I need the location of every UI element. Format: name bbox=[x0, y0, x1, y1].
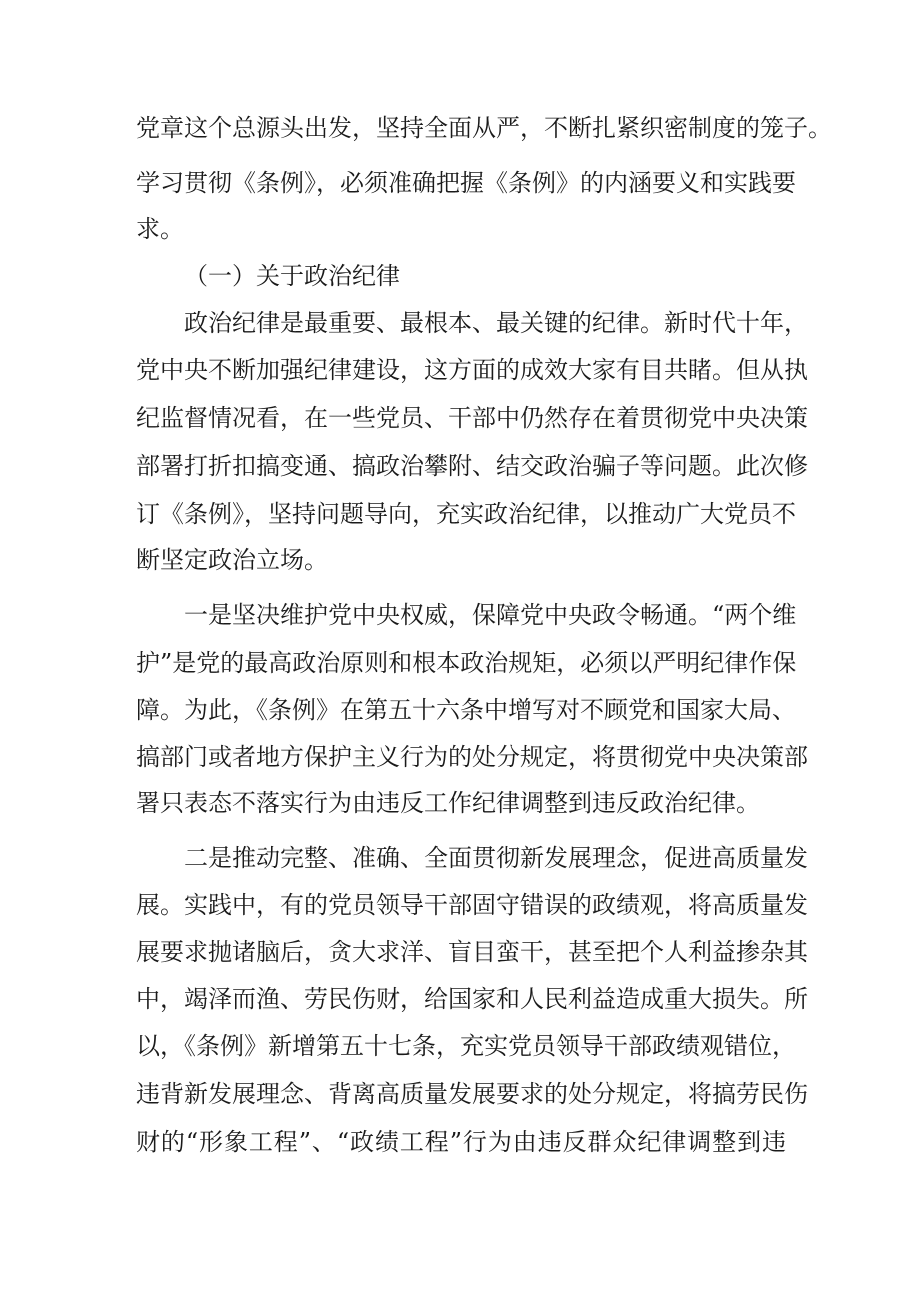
paragraph-line: 断坚定政治立场。 bbox=[136, 546, 328, 574]
paragraph-line: 财的“形象工程”、“政绩工程”行为由违反群众纪律调整到违 bbox=[136, 1128, 786, 1156]
paragraph-line: 搞部门或者地方保护主义行为的处分规定，将贯彻党中央决策部 bbox=[136, 743, 808, 771]
paragraph-line: 一是坚决维护党中央权威，保障党中央政令畅通。“两个维 bbox=[184, 601, 797, 629]
paragraph-line: 障。为此，《条例》在第五十六条中增写对不顾党和国家大局、 bbox=[136, 696, 796, 724]
paragraph-line: 纪监督情况看，在一些党员、干部中仍然存在着贯彻党中央决策 bbox=[136, 404, 808, 432]
paragraph-line: 署只表态不落实行为由违反工作纪律调整到违反政治纪律。 bbox=[136, 789, 760, 817]
paragraph-line: 二是推动完整、准确、全面贯彻新发展理念，促进高质量发 bbox=[184, 844, 808, 872]
paragraph-line: 以，《条例》新增第五十七条，充实党员领导干部政绩观错位， bbox=[136, 1032, 796, 1060]
paragraph-line: 展要求抛诸脑后，贪大求洋、盲目蛮干，甚至把个人利益掺杂其 bbox=[136, 938, 808, 966]
paragraph-line: 学习贯彻《条例》，必须准确把握《条例》的内涵要义和实践要 bbox=[136, 169, 796, 197]
paragraph-line: 违背新发展理念、背离高质量发展要求的处分规定，将搞劳民伤 bbox=[136, 1080, 808, 1108]
paragraph-line: 护”是党的最高政治原则和根本政治规矩，必须以严明纪律作保 bbox=[136, 649, 797, 677]
paragraph-line: 政治纪律是最重要、最根本、最关键的纪律。新时代十年， bbox=[184, 309, 808, 337]
paragraph-line: 求。 bbox=[136, 215, 184, 243]
paragraph-line: 党章这个总源头出发，坚持全面从严，不断扎紧织密制度的笼子。 bbox=[136, 114, 832, 142]
paragraph-line: 党中央不断加强纪律建设，这方面的成效大家有目共睹。但从执 bbox=[136, 356, 808, 384]
paragraph-line: 中，竭泽而渔、劳民伤财，给国家和人民利益造成重大损失。所 bbox=[136, 985, 808, 1013]
section-heading: （一）关于政治纪律 bbox=[184, 262, 400, 290]
paragraph-line: 订《条例》，坚持问题导向，充实政治纪律，以推动广大党员不 bbox=[136, 500, 796, 528]
paragraph-line: 部署打折扣搞变通、搞政治攀附、结交政治骗子等问题。此次修 bbox=[136, 452, 808, 480]
paragraph-line: 展。实践中，有的党员领导干部固守错误的政绩观，将高质量发 bbox=[136, 891, 808, 919]
